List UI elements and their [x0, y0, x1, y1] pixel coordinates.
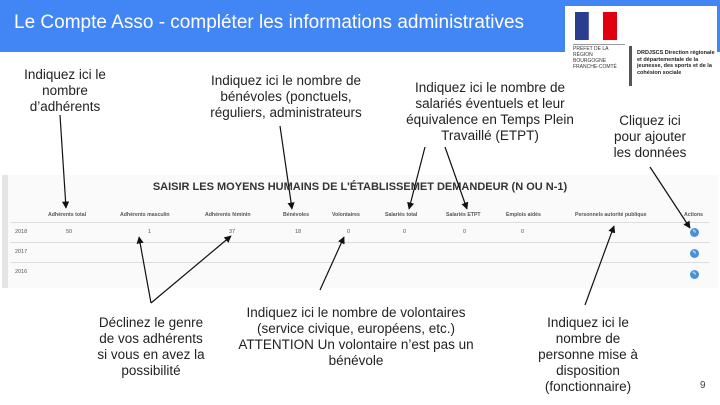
th-adherents-masculin: Adhérents masculin — [120, 212, 170, 218]
logo-rule — [573, 44, 625, 45]
slide-title: Le Compte Asso - compléter les informations administratives — [14, 12, 525, 33]
prefecture-logo — [565, 6, 717, 91]
th-actions: Actions — [684, 212, 704, 218]
logo-prefet-text: PRÉFET DE LA RÉGION BOURGOGNE FRANCHE-COMTÉ — [573, 46, 617, 70]
edit-row-button[interactable]: ✎ — [690, 249, 699, 258]
row-year: 2016 — [15, 269, 28, 275]
cell-emplois-aides: 0 — [521, 229, 525, 235]
th-adherents-total: Adhérents total — [48, 212, 87, 218]
row-year: 2018 — [15, 229, 28, 235]
cell-adherents-feminin: 37 — [229, 229, 236, 235]
th-personnels-autorite: Personnels autorité publique — [575, 212, 647, 218]
th-emplois-aides: Emplois aidés — [506, 212, 541, 218]
page-number: 9 — [700, 380, 706, 391]
row-divider — [10, 262, 710, 263]
cell-volontaires: 0 — [347, 229, 351, 235]
row-year: 2017 — [15, 249, 28, 255]
th-salaries-etpt: Salariés ETPT — [446, 212, 481, 218]
logo-drdjscs-text: DRDJSCS Direction régionale et départementale de la jeunesse, des sports et de la cohésion sociale — [637, 50, 715, 76]
marianne-flag-icon — [575, 12, 617, 40]
annotation-volontaires: Indiquez ici le nombre de volontaires (service civique, européens, etc.) ATTENTION Un volontaire n’est pas un bénévole — [238, 305, 474, 368]
th-salaries-total: Salariés total — [385, 212, 418, 218]
th-adherents-feminin: Adhérents féminin — [205, 212, 251, 218]
th-benevoles: Bénévoles — [283, 212, 309, 218]
annotation-benevoles: Indiquez ici le nombre de bénévoles (ponctuels, réguliers, administrateurs — [210, 73, 362, 120]
annotation-adherents: Indiquez ici le nombre d’adhérents — [24, 67, 106, 114]
row-divider — [10, 242, 710, 243]
cell-adherents-total: 50 — [66, 229, 73, 235]
cell-adherents-masculin: 1 — [148, 229, 152, 235]
annotation-salaries: Indiquez ici le nombre de salariés éventuels et leur équivalence en Temps Plein Travaillé (ETPT) — [406, 80, 574, 143]
annotation-mise-disposition: Indiquez ici le nombre de personne mise à disposition (fonctionnaire) — [538, 315, 638, 394]
th-volontaires: Volontaires — [332, 212, 360, 218]
table-title: SAISIR LES MOYENS HUMAINS DE L'ÉTABLISSEMET DEMANDEUR (N OU N-1) — [152, 181, 568, 193]
annotation-genre: Déclinez le genre de vos adhérents si vous en avez la possibilité — [97, 315, 205, 378]
edit-row-button[interactable]: ✎ — [690, 228, 699, 237]
cell-salaries-etpt: 0 — [463, 229, 467, 235]
annotation-actions: Cliquez ici pour ajouter les données — [613, 113, 687, 160]
edit-row-button[interactable]: ✎ — [690, 270, 699, 279]
moyens-humains-table — [2, 175, 718, 288]
cell-benevoles: 18 — [295, 229, 302, 235]
header-divider — [10, 222, 710, 223]
cell-salaries-total: 0 — [403, 229, 407, 235]
logo-stripe — [629, 46, 632, 86]
cell-personnels-autorite: 0 — [611, 229, 615, 235]
